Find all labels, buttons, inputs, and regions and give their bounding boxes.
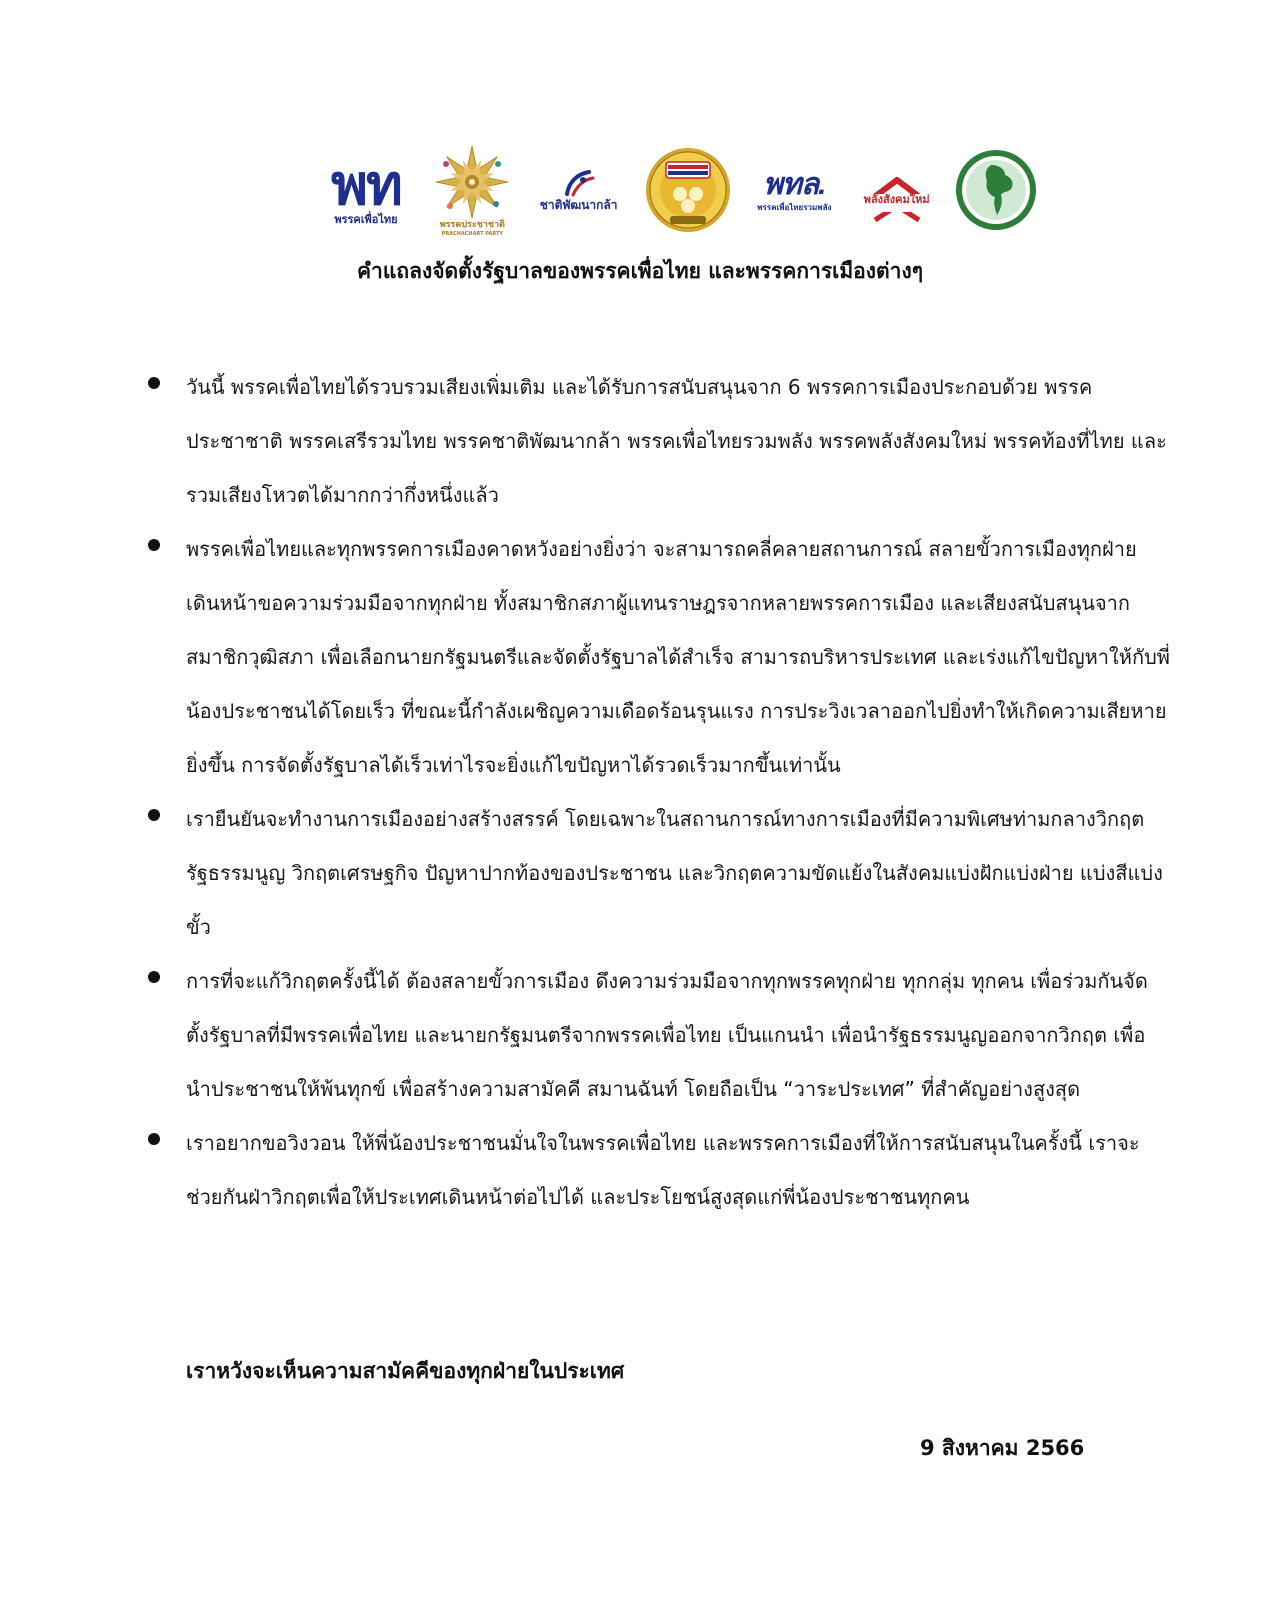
closing-statement: เราหวังจะเห็นความสามัคคีของทุกฝ่ายในประเทศ	[186, 1359, 625, 1383]
party-logo-row	[318, 138, 1038, 242]
bullet-dot-icon	[148, 809, 160, 821]
statement-text: พรรคเพื่อไทยและทุกพรรคการเมืองคาดหวังอย่างยิ่งว่า จะสามารถคลี่คลายสถานการณ์ สลายขั้วการเมืองทุกฝ่าย เดินหน้าขอความร่วมมือจากทุกฝ่าย ทั้งสมาชิกสภาผู้แทนราษฎรจากหลายพรรคการเมือง และเสียงสนับสนุนจากสมาชิกวุฒิสภา เพื่อเลือกนายกรัฐมนตรีและจัดตั้งรัฐบาลได้สำเร็จ สามารถบริหารประเทศ และเร่งแก้ไขปัญหาให้กับพี่น้องประชาชนได้โดยเร็ว ที่ขณะนี้กำลังเผชิญความเดือดร้อนรุนแรง การประวิงเวลาออกไปยิ่งทำให้เกิดความเสียหายยิ่งขึ้น การจัดตั้งรัฐบาลได้เร็วเท่าไรจะยิ่งแก้ไขปัญหาได้รวดเร็วมากขึ้นเท่านั้น	[186, 537, 1170, 777]
pheu-thai-ruam-palang-caption: พรรคเพื่อไทยรวมพลัง	[757, 202, 832, 212]
prachachart-logo	[430, 144, 514, 237]
star-flower-icon	[434, 144, 510, 220]
pheu-thai-mark: พท	[331, 152, 401, 216]
list-item	[146, 1116, 1170, 1224]
bullet-dot-icon	[148, 1133, 160, 1145]
seri-ruam-thai-emblem-icon	[644, 146, 732, 234]
list-item	[146, 360, 1170, 522]
prachachart-subcaption: PRACHACHART PARTY	[441, 230, 503, 237]
pheu-thai-caption: พรรคเพื่อไทย	[334, 212, 398, 226]
list-item	[146, 522, 1170, 792]
pheu-thai-logo	[318, 152, 414, 226]
bullet-dot-icon	[148, 377, 160, 389]
statement-text: เรายืนยันจะทำงานการเมืองอย่างสร้างสรรค์ โดยเฉพาะในสถานการณ์ทางการเมืองที่มีความพิเศษท่ามกลางวิกฤตรัฐธรรมนูญ วิกฤตเศรษฐกิจ ปัญหาปากท้องของประชาชน และวิกฤตความขัดแย้งในสังคมแบ่งฝักแบ่งฝ่าย แบ่งสีแบ่งขั้ว	[186, 807, 1163, 939]
thong-thi-thai-logo	[954, 149, 1038, 231]
palang-sangkom-mai-logo	[856, 176, 938, 205]
chartpattanakla-caption: ชาติพัฒนากล้า	[539, 198, 618, 212]
list-item	[146, 792, 1170, 954]
statement-text: เราอยากขอวิงวอน ให้พี่น้องประชาชนมั่นใจในพรรคเพื่อไทย และพรรคการเมืองที่ให้การสนับสนุนในครั้งนี้ เราจะช่วยกันฝ่าวิกฤตเพื่อให้ประเทศเดินหน้าต่อไปได้ และประโยชน์สูงสุดแก่พี่น้องประชาชนทุกคน	[186, 1131, 1140, 1209]
palang-sangkom-mai-caption: พลังสังคมใหม่	[863, 192, 930, 206]
statement-date: 9 สิงหาคม 2566	[920, 1436, 1085, 1460]
statement-text: วันนี้ พรรคเพื่อไทยได้รวบรวมเสียงเพิ่มเติม และได้รับการสนับสนุนจาก 6 พรรคการเมืองประกอบด้วย พรรคประชาชาติ พรรคเสรีรวมไทย พรรคชาติพัฒนากล้า พรรคเพื่อไทยรวมพลัง พรรคพลังสังคมใหม่ พรรคท้องที่ไทย และรวมเสียงโหวตได้มากกว่ากึ่งหนึ่งแล้ว	[186, 375, 1167, 507]
prachachart-caption: พรรคประชาชาติ	[439, 219, 505, 230]
list-item	[146, 954, 1170, 1116]
pheu-thai-ruam-palang-mark: พทล.	[763, 167, 826, 201]
page-title: คำแถลงจัดตั้งรัฐบาลของพรรคเพื่อไทย และพรรคการเมืองต่างๆ	[357, 259, 923, 283]
swoosh-icon	[559, 168, 599, 198]
pheu-thai-ruam-palang-logo	[749, 168, 839, 213]
chartpattanakla-logo	[531, 168, 627, 212]
statement-list	[146, 360, 1170, 1224]
bullet-dot-icon	[148, 971, 160, 983]
statement-text: การที่จะแก้วิกฤตครั้งนี้ได้ ต้องสลายขั้วการเมือง ดึงความร่วมมือจากทุกพรรคทุกฝ่าย ทุกกลุ่ม ทุกคน เพื่อร่วมกันจัดตั้งรัฐบาลที่มีพรรคเพื่อไทย และนายกรัฐมนตรีจากพรรคเพื่อไทย เป็นแกนนำ เพื่อนำรัฐธรรมนูญออกจากวิกฤต เพื่อนำประชาชนให้พ้นทุกข์ เพื่อสร้างความสามัคคี สมานฉันท์ โดยถือเป็น “วาระประเทศ” ที่สำคัญอย่างสูงสุด	[186, 969, 1148, 1101]
seri-ruam-thai-logo	[643, 146, 733, 234]
thailand-map-emblem-icon	[955, 149, 1037, 231]
bullet-dot-icon	[148, 539, 160, 551]
